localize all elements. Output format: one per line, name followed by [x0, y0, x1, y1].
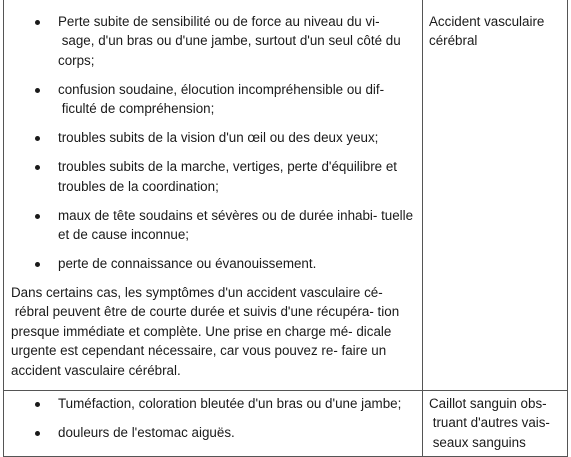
list-item: troubles subits de la vision d'un œil ou des deux yeux;	[11, 128, 416, 147]
list-item: perte de connaissance ou évanouissement.	[11, 254, 416, 273]
table-row	[4, 0, 568, 391]
symptom-list	[11, 394, 416, 442]
list-item: douleurs de l'estomac aiguës.	[11, 423, 416, 442]
symptom-list	[11, 12, 416, 273]
note-paragraph: Dans certains cas, les symptômes d'un accident vasculaire cé- rébral peuvent être de courte durée et suivis d'une récupéra- tion presque immédiate et complète. Une prise en charge mé- dicale urgente est cependant nécessaire, car vous pouvez re- faire un accident vasculaire cérébral.	[11, 285, 400, 378]
symptoms-table	[3, 0, 568, 457]
symptoms-cell	[4, 391, 423, 457]
list-item: confusion soudaine, élocution incompréhensible ou dif- ficulté de compréhension;	[11, 80, 416, 119]
list-item: troubles subits de la marche, vertiges, perte d'équilibre et troubles de la coordination;	[11, 157, 416, 196]
condition-cell: Caillot sanguin obs- truant d'autres vais- seaux sanguins	[423, 391, 568, 457]
condition-cell: Accident vasculaire cérébral	[423, 0, 568, 391]
symptoms-cell	[4, 0, 423, 391]
list-item: Perte subite de sensibilité ou de force au niveau du vi- sage, d'un bras ou d'une jambe, surtout d'un seul côté du corps;	[11, 12, 416, 70]
list-item: maux de tête soudains et sévères ou de durée inhabi- tuelle et de cause inconnue;	[11, 206, 416, 245]
table-row	[4, 391, 568, 457]
list-item: Tuméfaction, coloration bleutée d'un bras ou d'une jambe;	[11, 394, 416, 413]
